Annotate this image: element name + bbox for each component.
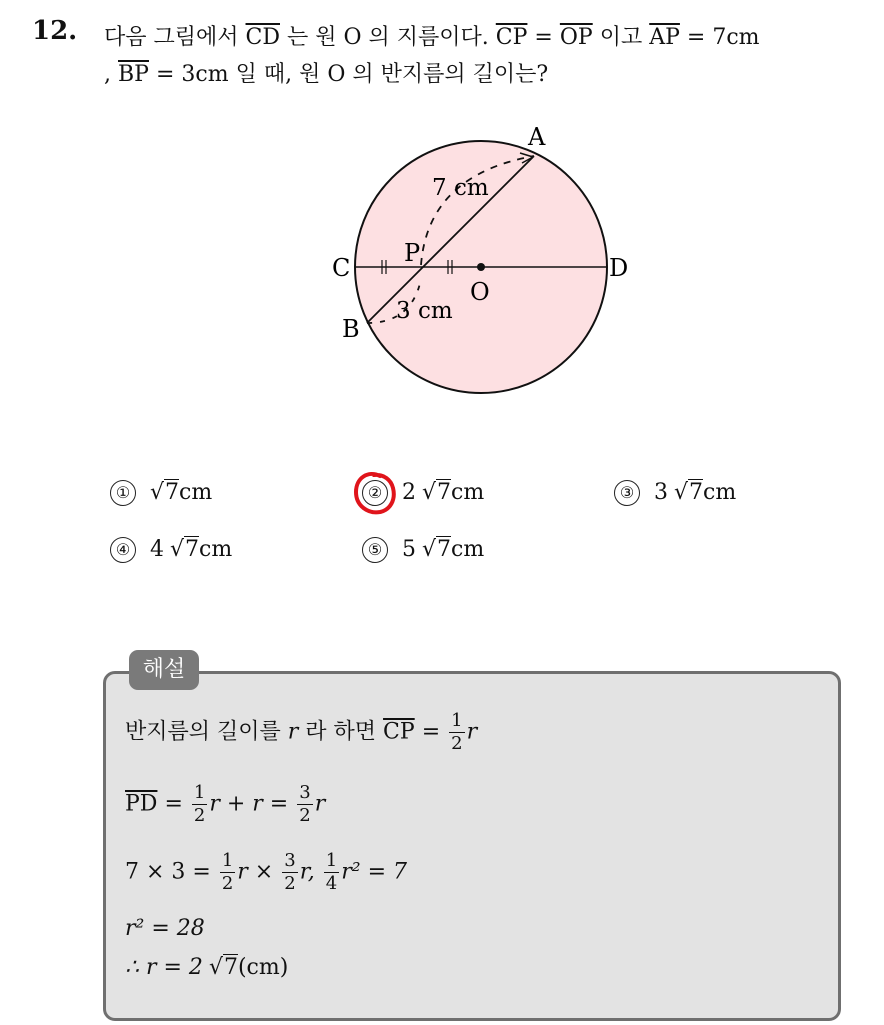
question-text: = 3cm 일 때, 원 O 의 반지름의 길이는? [155, 62, 549, 87]
circle-figure [320, 115, 640, 405]
numerator: 1 [325, 850, 338, 871]
unit: (cm) [237, 955, 289, 980]
equals-sign: = [534, 25, 553, 50]
center-point-o [477, 263, 485, 271]
choice-coefficient: 5 [402, 537, 416, 562]
segment-cp: $\overline{CP}$ [495, 25, 528, 50]
question-text: 는 원 O 의 지름이다. [287, 25, 489, 50]
choice-radicand: 7 [437, 480, 452, 505]
numerator: 3 [299, 782, 311, 803]
variable-r: r [466, 719, 478, 745]
selected-answer-mark [350, 468, 398, 518]
choice-coefficient: 3 [654, 480, 668, 505]
fraction [192, 782, 207, 827]
solution-text: 반지름의 길이를 [125, 719, 281, 745]
choice-unit: cm [451, 537, 485, 562]
equals-sign: = [421, 719, 441, 745]
numerator: 1 [221, 850, 234, 871]
fraction [220, 850, 235, 895]
fraction [282, 850, 297, 895]
variable-r: r [314, 791, 326, 817]
choice-number: ③ [614, 480, 640, 506]
choice-radicand: 7 [185, 537, 200, 562]
question-text: 이고 [599, 25, 643, 50]
choice-coefficient: 4 [150, 537, 164, 562]
numerator: 1 [451, 710, 463, 731]
expression: 7 × 3 = [125, 859, 211, 885]
label-c: C [332, 254, 351, 282]
choice-radicand: 7 [689, 480, 704, 505]
variable-r: r [287, 719, 299, 745]
denominator: 2 [221, 873, 234, 894]
ap-value: = 7cm [686, 25, 760, 50]
length-ap-label: 7 cm [432, 175, 489, 201]
label-o: O [470, 278, 490, 306]
fraction [449, 710, 464, 755]
expression: r + r = [209, 791, 289, 817]
denominator: 2 [284, 873, 296, 894]
choice-coefficient: 2 [402, 480, 416, 505]
choice-unit: cm [451, 480, 485, 505]
solution-line-5: ∴ r = 2 √7(cm) [125, 955, 289, 980]
label-b: B [342, 315, 360, 343]
choice-2[interactable]: ② 2 √7cm [362, 480, 484, 506]
question-line-1 [104, 20, 760, 51]
solution-text: 라 하면 [305, 719, 377, 745]
choice-radicand: 7 [437, 537, 452, 562]
expression: r² = 7 [341, 859, 408, 885]
choice-1[interactable]: ① √7cm [110, 480, 212, 506]
segment-cp: $\overline{CP}$ [383, 719, 415, 745]
label-p: P [404, 239, 421, 267]
numerator: 1 [193, 782, 206, 803]
solution-tag: 해설 [129, 650, 199, 690]
expression: r × [237, 859, 274, 885]
choice-5[interactable]: ⑤ 5 √7cm [362, 537, 484, 563]
choice-3[interactable]: ③ 3 √7cm [614, 480, 736, 506]
choice-unit: cm [179, 480, 213, 505]
fraction [324, 850, 339, 895]
question-text: , [104, 62, 111, 87]
choice-number: ⑤ [362, 537, 388, 563]
solution-line-1 [125, 710, 477, 755]
choice-number: ② [362, 480, 388, 506]
choice-number: ④ [110, 537, 136, 563]
solution-line-3 [125, 850, 407, 895]
segment-bp: $\overline{BP}$ [118, 62, 149, 87]
label-a: A [528, 123, 546, 151]
question-number: 12. [32, 16, 78, 46]
numerator: 3 [284, 850, 296, 871]
denominator: 2 [451, 733, 463, 754]
denominator: 2 [299, 805, 311, 826]
denominator: 4 [325, 873, 338, 894]
choice-unit: cm [703, 480, 737, 505]
question-text: 다음 그림에서 [104, 25, 239, 50]
choice-number: ① [110, 480, 136, 506]
choice-unit: cm [199, 537, 233, 562]
segment-op: $\overline{OP}$ [559, 25, 593, 50]
solution-line-4: r² = 28 [125, 916, 205, 941]
expression: ∴ r = 2 [125, 955, 203, 980]
question-line-2 [104, 57, 548, 88]
length-bp-label: 3 cm [396, 298, 453, 324]
segment-ap: $\overline{AP}$ [649, 25, 680, 50]
choice-4[interactable]: ④ 4 √7cm [110, 537, 232, 563]
expression: r, [299, 859, 315, 885]
denominator: 2 [193, 805, 206, 826]
equals-sign: = [164, 791, 183, 817]
choice-radicand: 7 [165, 480, 180, 505]
radicand: 7 [223, 955, 238, 980]
solution-line-2 [125, 782, 325, 827]
segment-cd: $\overline{CD}$ [245, 25, 280, 50]
fraction [297, 782, 312, 827]
label-d: D [609, 254, 629, 282]
segment-pd: $\overline{PD}$ [125, 791, 158, 817]
